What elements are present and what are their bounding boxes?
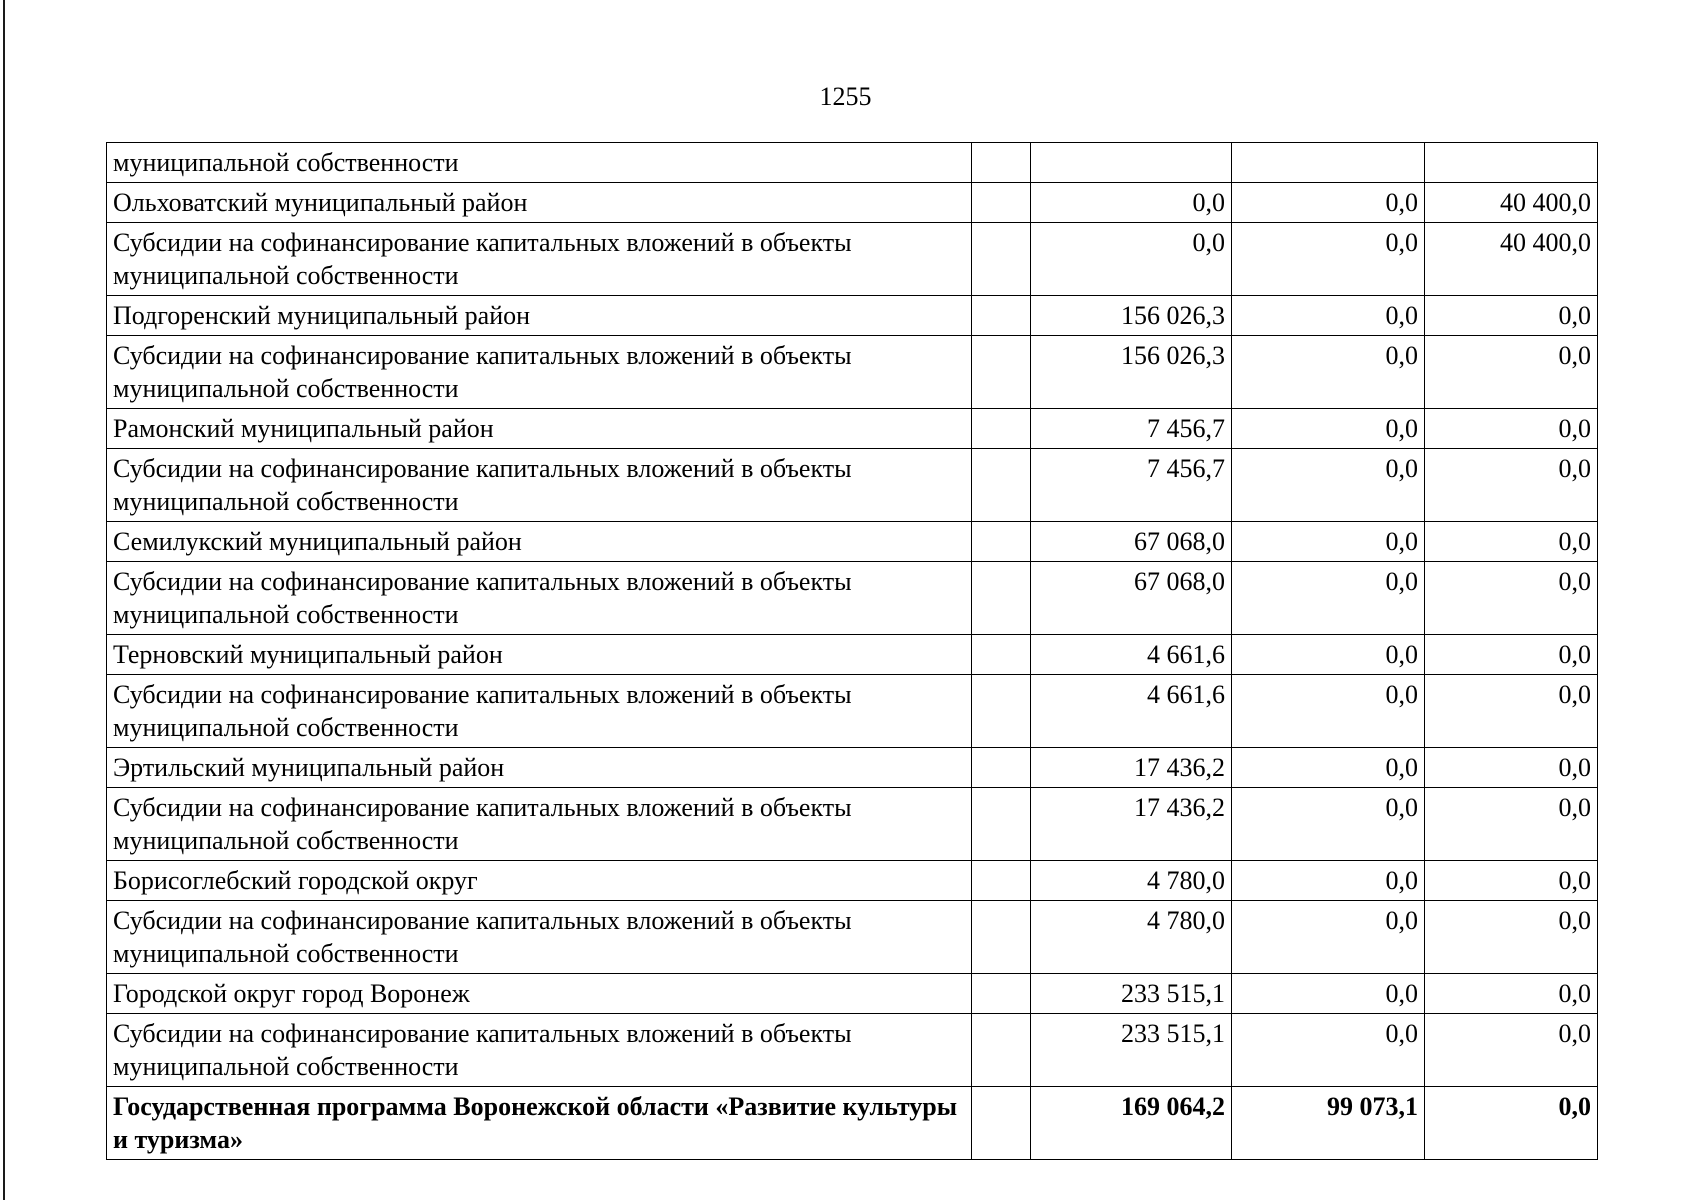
scan-edge-line <box>3 0 5 1200</box>
row-value-2-cell: 0,0 <box>1232 223 1425 296</box>
row-value-3-cell: 0,0 <box>1425 1014 1598 1087</box>
row-value-3-cell: 0,0 <box>1425 409 1598 449</box>
row-value-1-cell: 169 064,2 <box>1031 1087 1232 1160</box>
table-row <box>107 223 1598 296</box>
table-row <box>107 901 1598 974</box>
row-value-1-cell: 156 026,3 <box>1031 296 1232 336</box>
row-value-1-cell: 67 068,0 <box>1031 562 1232 635</box>
table-row <box>107 788 1598 861</box>
table-row <box>107 522 1598 562</box>
row-value-2-cell: 0,0 <box>1232 635 1425 675</box>
row-empty-cell <box>972 675 1031 748</box>
row-value-3-cell: 0,0 <box>1425 296 1598 336</box>
row-value-2-cell: 0,0 <box>1232 449 1425 522</box>
table-row <box>107 409 1598 449</box>
row-value-2-cell: 0,0 <box>1232 675 1425 748</box>
row-value-2-cell: 0,0 <box>1232 562 1425 635</box>
row-value-3-cell: 40 400,0 <box>1425 183 1598 223</box>
row-value-3-cell: 0,0 <box>1425 1087 1598 1160</box>
row-value-1-cell: 0,0 <box>1031 183 1232 223</box>
row-value-2-cell: 0,0 <box>1232 296 1425 336</box>
row-value-3-cell <box>1425 143 1598 183</box>
row-value-2-cell: 0,0 <box>1232 974 1425 1014</box>
row-value-3-cell: 0,0 <box>1425 901 1598 974</box>
row-value-2-cell: 99 073,1 <box>1232 1087 1425 1160</box>
row-value-3-cell: 0,0 <box>1425 974 1598 1014</box>
row-value-2-cell: 0,0 <box>1232 336 1425 409</box>
row-value-1-cell: 4 661,6 <box>1031 635 1232 675</box>
row-empty-cell <box>972 449 1031 522</box>
row-value-2-cell: 0,0 <box>1232 748 1425 788</box>
table-row <box>107 675 1598 748</box>
row-value-3-cell: 0,0 <box>1425 675 1598 748</box>
row-name-cell: Субсидии на софинансирование капитальных вложений в объекты муниципальной собственности <box>107 562 972 635</box>
row-value-3-cell: 0,0 <box>1425 748 1598 788</box>
row-empty-cell <box>972 409 1031 449</box>
row-value-3-cell: 0,0 <box>1425 522 1598 562</box>
row-name-cell: Субсидии на софинансирование капитальных вложений в объекты муниципальной собственности <box>107 788 972 861</box>
row-value-3-cell: 0,0 <box>1425 449 1598 522</box>
row-empty-cell <box>972 788 1031 861</box>
table-row <box>107 183 1598 223</box>
row-value-1-cell: 67 068,0 <box>1031 522 1232 562</box>
table-row <box>107 143 1598 183</box>
row-empty-cell <box>972 183 1031 223</box>
table-row <box>107 635 1598 675</box>
row-value-3-cell: 0,0 <box>1425 635 1598 675</box>
row-empty-cell <box>972 336 1031 409</box>
row-name-cell: Субсидии на софинансирование капитальных вложений в объекты муниципальной собственности <box>107 449 972 522</box>
row-value-1-cell: 4 780,0 <box>1031 861 1232 901</box>
row-value-2-cell: 0,0 <box>1232 183 1425 223</box>
row-name-cell: Ольховатский муниципальный район <box>107 183 972 223</box>
row-empty-cell <box>972 1087 1031 1160</box>
row-empty-cell <box>972 1014 1031 1087</box>
row-value-1-cell: 17 436,2 <box>1031 788 1232 861</box>
row-value-2-cell: 0,0 <box>1232 522 1425 562</box>
row-empty-cell <box>972 562 1031 635</box>
row-value-1-cell <box>1031 143 1232 183</box>
table-row <box>107 1014 1598 1087</box>
row-empty-cell <box>972 748 1031 788</box>
row-name-cell: Городской округ город Воронеж <box>107 974 972 1014</box>
row-empty-cell <box>972 635 1031 675</box>
row-name-cell: Государственная программа Воронежской области «Развитие культуры и туризма» <box>107 1087 972 1160</box>
row-empty-cell <box>972 861 1031 901</box>
table-row <box>107 449 1598 522</box>
row-value-1-cell: 4 780,0 <box>1031 901 1232 974</box>
row-value-2-cell <box>1232 143 1425 183</box>
row-empty-cell <box>972 143 1031 183</box>
row-empty-cell <box>972 974 1031 1014</box>
row-value-1-cell: 4 661,6 <box>1031 675 1232 748</box>
row-value-1-cell: 17 436,2 <box>1031 748 1232 788</box>
table-row <box>107 336 1598 409</box>
row-value-1-cell: 0,0 <box>1031 223 1232 296</box>
budget-table-body <box>107 143 1598 1160</box>
row-value-3-cell: 0,0 <box>1425 788 1598 861</box>
row-name-cell: Семилукский муниципальный район <box>107 522 972 562</box>
row-name-cell: Субсидии на софинансирование капитальных вложений в объекты муниципальной собственности <box>107 1014 972 1087</box>
row-name-cell: Субсидии на софинансирование капитальных вложений в объекты муниципальной собственности <box>107 901 972 974</box>
row-value-3-cell: 0,0 <box>1425 562 1598 635</box>
page-number: 1255 <box>819 82 872 111</box>
row-name-cell: Рамонский муниципальный район <box>107 409 972 449</box>
row-value-3-cell: 0,0 <box>1425 861 1598 901</box>
budget-table <box>106 142 1598 1160</box>
table-row <box>107 861 1598 901</box>
table-row <box>107 1087 1598 1160</box>
row-value-2-cell: 0,0 <box>1232 788 1425 861</box>
row-name-cell: Борисоглебский городской округ <box>107 861 972 901</box>
table-row <box>107 296 1598 336</box>
row-value-2-cell: 0,0 <box>1232 409 1425 449</box>
row-value-3-cell: 40 400,0 <box>1425 223 1598 296</box>
row-value-1-cell: 233 515,1 <box>1031 974 1232 1014</box>
row-value-1-cell: 7 456,7 <box>1031 409 1232 449</box>
row-value-3-cell: 0,0 <box>1425 336 1598 409</box>
row-name-cell: Субсидии на софинансирование капитальных вложений в объекты муниципальной собственности <box>107 223 972 296</box>
row-empty-cell <box>972 296 1031 336</box>
row-name-cell: Подгоренский муниципальный район <box>107 296 972 336</box>
row-value-1-cell: 7 456,7 <box>1031 449 1232 522</box>
row-empty-cell <box>972 901 1031 974</box>
row-name-cell: Субсидии на софинансирование капитальных вложений в объекты муниципальной собственности <box>107 675 972 748</box>
row-name-cell: Субсидии на софинансирование капитальных вложений в объекты муниципальной собственности <box>107 336 972 409</box>
row-value-2-cell: 0,0 <box>1232 901 1425 974</box>
row-value-1-cell: 156 026,3 <box>1031 336 1232 409</box>
table-row <box>107 748 1598 788</box>
row-name-cell: Эртильский муниципальный район <box>107 748 972 788</box>
row-name-cell: муниципальной собственности <box>107 143 972 183</box>
row-name-cell: Терновский муниципальный район <box>107 635 972 675</box>
row-empty-cell <box>972 223 1031 296</box>
table-row <box>107 562 1598 635</box>
row-value-2-cell: 0,0 <box>1232 1014 1425 1087</box>
table-row <box>107 974 1598 1014</box>
row-value-1-cell: 233 515,1 <box>1031 1014 1232 1087</box>
row-value-2-cell: 0,0 <box>1232 861 1425 901</box>
row-empty-cell <box>972 522 1031 562</box>
